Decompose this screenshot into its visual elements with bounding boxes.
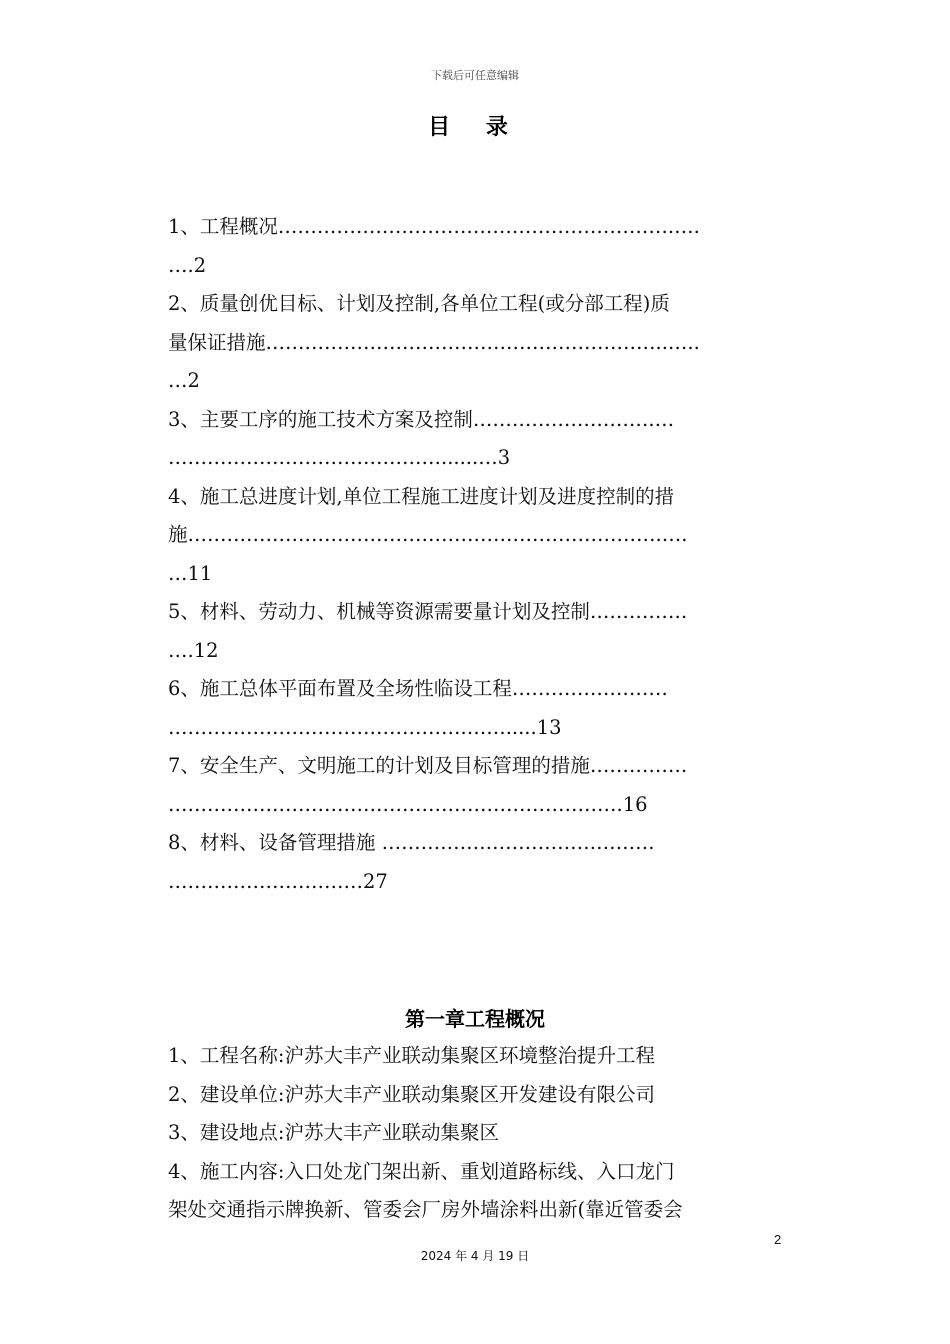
toc-line: 3、主要工序的施工技术方案及控制……………………….… (168, 407, 675, 431)
toc-line: …2 (168, 369, 200, 392)
toc-line: …………………………………………………………….16 (168, 792, 648, 816)
header-note: 下载后可任意编辑 (431, 69, 519, 82)
project-overview (168, 1037, 788, 1230)
toc-line: 8、材料、设备管理措施 …………………………………… (168, 831, 655, 854)
toc-line: …11 (168, 561, 213, 585)
overview-line: 2、建设单位:沪苏大丰产业联动集聚区开发建设有限公司 (168, 1082, 655, 1106)
toc-line: 4、施工总进度计划,单位工程施工进度计划及进度控制的措 (168, 484, 675, 508)
toc-line: ….12 (168, 638, 219, 662)
toc-line: 5、材料、劳动力、机械等资源需要量计划及控制…………… (168, 600, 688, 623)
toc-line: …………………………27 (168, 869, 388, 893)
toc-line: ……………………………………….…….....13 (168, 715, 562, 739)
toc-line: 量保证措施……………………………………………………..….. (168, 330, 700, 354)
toc-title: 目 录 (428, 114, 522, 140)
toc-line: ….2 (168, 253, 207, 277)
overview-line: 4、施工内容:入口处龙门架出新、重划道路标线、入口龙门 (168, 1159, 675, 1183)
toc-line: 7、安全生产、文明施工的计划及目标管理的措施…………… (168, 754, 688, 777)
toc-line: 6、施工总体平面布置及全场性临设工程…………………… (168, 677, 668, 700)
chapter-title: 第一章工程概况 (405, 1007, 545, 1031)
toc-line: ……………………………………......…3 (168, 446, 511, 469)
toc-line: 2、质量创优目标、计划及控制,各单位工程(或分部工程)质 (168, 292, 670, 315)
footer-date: 2024 年 4 月 19 日 (420, 1249, 530, 1263)
overview-line: 3、建设地点:沪苏大丰产业联动集聚区 (168, 1121, 499, 1144)
overview-line: 架处交通指示牌换新、管委会厂房外墙涂料出新(靠近管委会 (168, 1198, 683, 1221)
toc-line: 施……………………………………………………………….…. (168, 523, 688, 546)
table-of-contents (168, 208, 788, 901)
page-number: 2 (774, 1232, 782, 1247)
overview-line: 1、工程名称:沪苏大丰产业联动集聚区环境整治提升工程 (168, 1044, 655, 1067)
toc-line: 1、工程概况…………………………………………………….…. (168, 215, 700, 238)
